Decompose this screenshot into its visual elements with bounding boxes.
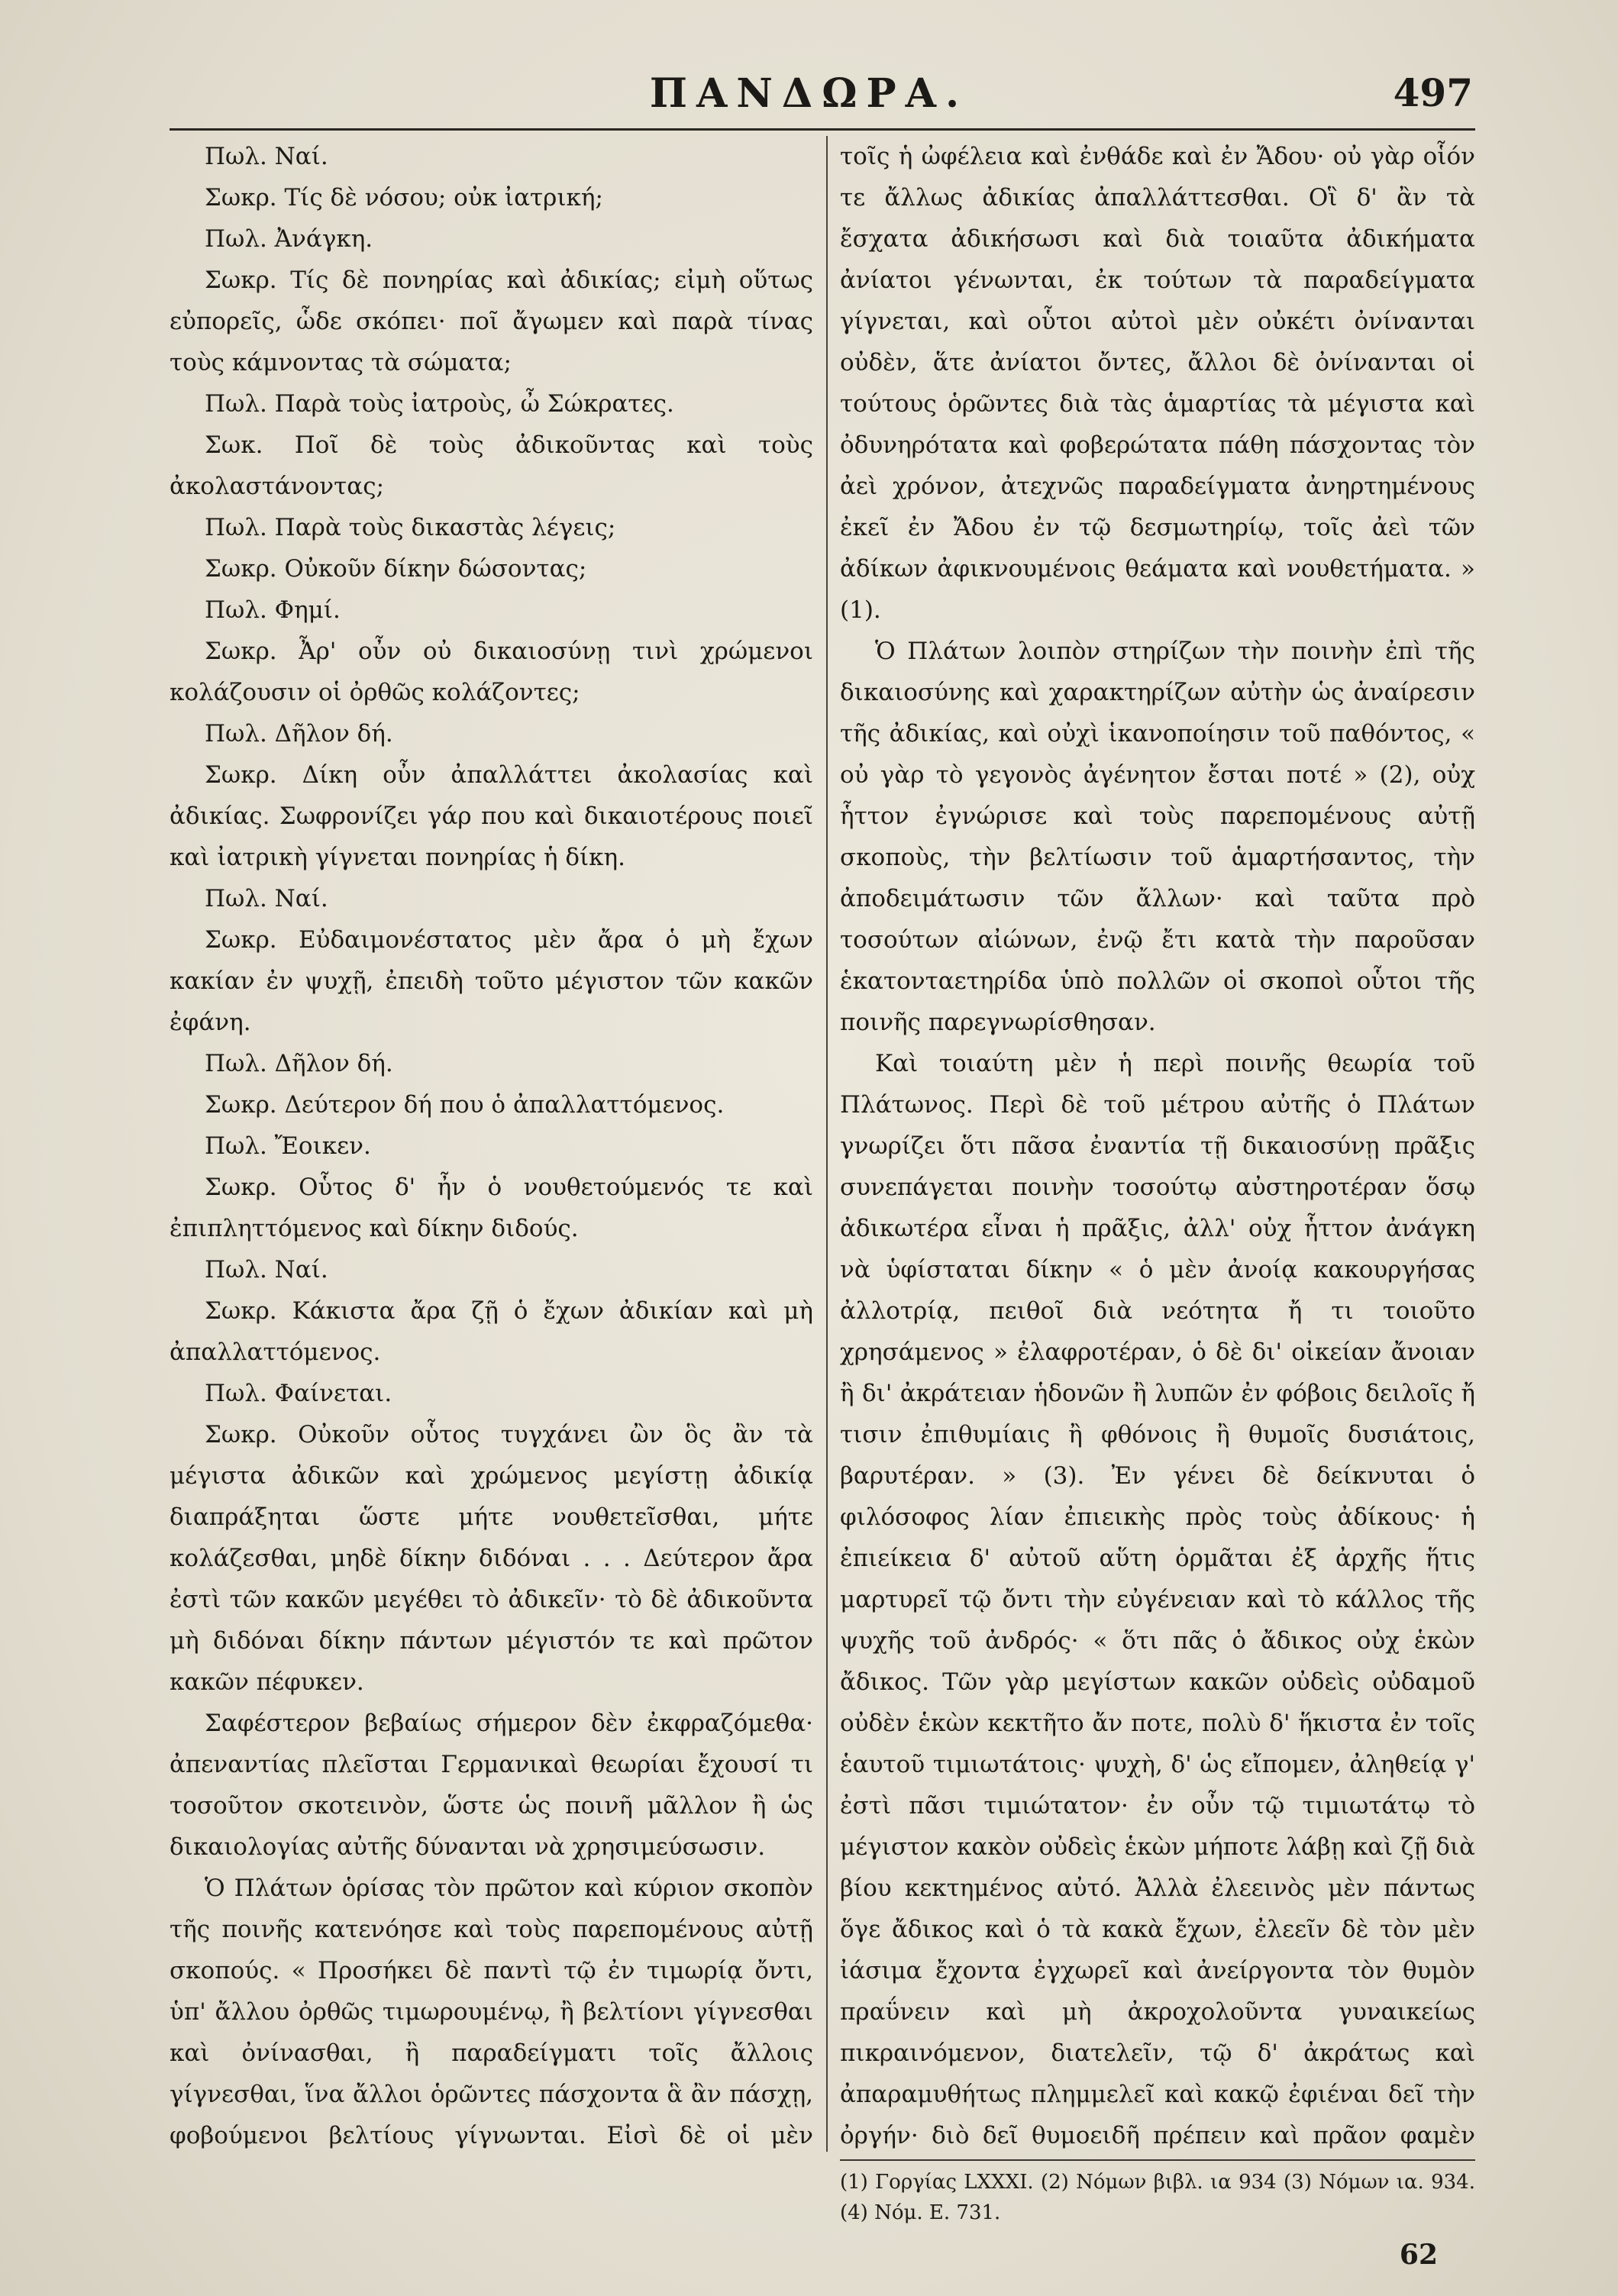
- paragraph: Καὶ τοιαύτη μὲν ἡ περὶ ποινῆς θεωρία τοῦ Πλάτωνος. Περὶ δὲ τοῦ μέτρου αὐτῆς ὁ Πλάτων γνωρίζει ὅτι πᾶσα ἐναντία τῇ δικαιοσύνῃ πρᾶξις συνεπάγεται ποινὴν τοσούτῳ αὐστηροτέραν ὅσῳ ἀδικωτέρα εἶναι ἡ πρᾶξις, ἀλλ' οὐχ ἧττον ἀνάγκη νὰ ὑφίσταται δίκην « ὁ μὲν ἀνοίᾳ κακουργήσας ἀλλοτρίᾳ, πειθοῖ διὰ νεότητα ἤ τι τοιοῦτο χρησάμενος » ἐλαφροτέραν, ὁ δὲ δι' οἰκείαν ἄνοιαν ἢ δι' ἀκράτειαν ἡδονῶν ἢ λυπῶν ἐν φόβοις δειλοῖς ἤ τισιν ἐπιθυμίαις ἢ φθόνοις ἢ θυμοῖς δυσιάτοις, βαρυτέραν. » (3). Ἐν γένει δὲ δείκνυται ὁ φιλόσοφος λίαν ἐπιεικὴς πρὸς τοὺς ἀδίκους· ἡ ἐπιείκεια δ' αὐτοῦ αὕτη ὁρμᾶται ἐξ ἀρχῆς ἥτις μαρτυρεῖ τῷ ὄντι τὴν εὐγένειαν καὶ τὸ κάλλος τῆς ψυχῆς τοῦ ἀνδρός· « ὅτι πᾶς ὁ ἄδικος οὐχ ἑκὼν ἄδικος. Τῶν γὰρ μεγίστων κακῶν οὐδεὶς οὐδαμοῦ οὐδὲν ἑκὼν κεκτῆτο ἄν ποτε, πολὺ δ' ἥκιστα ἐν τοῖς ἑαυτοῦ τιμιωτάτοις· ψυχὴ, δ' ὡς εἴπομεν, ἀληθείᾳ γ' ἐστὶ πᾶσι τιμιώτατον· ἐν οὖν τῷ τιμιωτάτῳ τὸ μέγιστον κακὸν οὐδεὶς ἑκὼν μήποτε λάβῃ καὶ ζῇ διὰ βίου κεκτημένος αὐτό. Ἀλλὰ ἐλεεινὸς μὲν πάντως ὅγε ἄδικος καὶ ὁ τὰ κακὰ ἔχων, ἐλεεῖν δὲ τὸν μὲν ἰάσιμα ἔχοντα ἐγχωρεῖ καὶ ἀνείργοντα τὸν θυμὸν πραΰνειν καὶ μὴ ἀκροχολοῦντα γυναικείως πικραινόμενον, διατελεῖν, τῷ δ' ἀκράτως καὶ ἀπαραμυθήτως πλημμελεῖ καὶ κακῷ ἐφιέναι δεῖ τὴν ὀργήν· διὸ δεῖ θυμοειδῆ πρέπειν καὶ πρᾶον φαμὲν: [840, 1050, 1475, 2149]
- paragraph: Πωλ. Ἔοικεν.: [205, 1132, 371, 1160]
- signature-mark: 62: [1399, 2239, 1438, 2271]
- paragraph: Σωκρ. Ἆρ' οὖν οὐ δικαιοσύνῃ τινὶ χρώμενοι κολάζουσιν οἱ ὀρθῶς κολάζοντες;: [170, 638, 813, 706]
- header-rule: [170, 128, 1475, 131]
- paragraph: Πωλ. Ναί.: [205, 885, 328, 912]
- paragraph: Πωλ. Ναί.: [205, 1256, 328, 1284]
- paragraph: Σωκ. Ποῖ δὲ τοὺς ἀδικοῦντας καὶ τοὺς ἀκολαστάνοντας;: [170, 431, 813, 500]
- running-title: ΠΑΝΔΩΡΑ.: [649, 70, 969, 117]
- paragraph: Πωλ. Παρὰ τοὺς ἰατροὺς, ὦ Σώκρατες.: [205, 390, 674, 418]
- paragraph: Πωλ. Ἀνάγκη.: [205, 225, 373, 253]
- paragraph: Ὁ Πλάτων λοιπὸν στηρίζων τὴν ποινὴν ἐπὶ τῆς δικαιοσύνης καὶ χαρακτηρίζων αὐτὴν ὡς ἀναίρεσιν τῆς ἀδικίας, καὶ οὐχὶ ἱκανοποίησιν τοῦ παθόντος, « οὐ γὰρ τὸ γεγονὸς ἀγένητον ἔσται ποτέ » (2), οὐχ ἧττον ἐγνώρισε καὶ τοὺς παρεπομένους αὐτῇ σκοποὺς, τὴν βελτίωσιν τοῦ ἁμαρτήσαντος, τὴν ἀποδειμάτωσιν τῶν ἄλλων· καὶ ταῦτα πρὸ τοσούτων αἰώνων, ἐνῷ ἔτι κατὰ τὴν παροῦσαν ἑκατονταετηρίδα ὑπὸ πολλῶν οἱ σκοποὶ οὗτοι τῆς ποινῆς παρεγνωρίσθησαν.: [840, 638, 1475, 1036]
- paragraph: Σωκρ. Τίς δὲ νόσου; οὐκ ἰατρική;: [205, 184, 603, 212]
- paragraph: Σωκρ. Τίς δὲ πονηρίας καὶ ἀδικίας; εἰμὴ οὕτως εὐπορεῖς, ὧδε σκόπει· ποῖ ἄγωμεν καὶ παρὰ τίνας τοὺς κάμνοντας τὰ σώματα;: [170, 266, 813, 376]
- paragraph: Σωκρ. Δίκη οὖν ἀπαλλάττει ἀκολασίας καὶ ἀδικίας. Σωφρονίζει γάρ που καὶ δικαιοτέρους ποιεῖ καὶ ἰατρικὴ γίγνεται πονηρίας ἡ δίκη.: [170, 761, 813, 871]
- paragraph: Πωλ. Φαίνεται.: [205, 1380, 392, 1407]
- column-divider: [826, 136, 828, 2152]
- paragraph: Σαφέστερον βεβαίως σήμερον δὲν ἐκφραζόμεθα· ἀπεναντίας πλεῖσται Γερμανικαὶ θεωρίαι ἔχουσί τι τοσοῦτον σκοτεινὸν, ὥστε ὡς ποινῆ μᾶλλον ἢ ὡς δικαιολογίας αὐτῆς δύνανται νὰ χρησιμεύσωσιν.: [170, 1710, 813, 1861]
- paragraph: Σωκρ. Εὐδαιμονέστατος μὲν ἄρα ὁ μὴ ἔχων κακίαν ἐν ψυχῇ, ἐπειδὴ τοῦτο μέγιστον τῶν κακῶν ἐφάνη.: [170, 926, 813, 1036]
- paragraph: Πωλ. Παρὰ τοὺς δικαστὰς λέγεις;: [205, 514, 616, 541]
- paragraph: Πωλ. Δῆλον δή.: [205, 720, 393, 748]
- footnotes: (1) Γοργίας LXXXI. (2) Νόμων βιβλ. ια 934 (3) Νόμων ια. 934. (4) Νόμ. Ε. 731.: [840, 2171, 1475, 2224]
- paragraph: τοῖς ἡ ὠφέλεια καὶ ἐνθάδε καὶ ἐν Ἄδου· οὐ γὰρ οἷόν τε ἄλλως ἀδικίας ἀπαλλάττεσθαι. Οἳ δ' ἂν τὰ ἔσχατα ἀδικήσωσι καὶ διὰ τοιαῦτα ἀδικήματα ἀνίατοι γένωνται, ἐκ τούτων τὰ παραδείγματα γίγνεται, καὶ οὗτοι αὐτοὶ μὲν οὐκέτι ὀνίνανται οὐδὲν, ἅτε ἀνίατοι ὄντες, ἄλλοι δὲ ὀνίνανται οἱ τούτους ὁρῶντες διὰ τὰς ἁμαρτίας τὰ μέγιστα καὶ ὀδυνηρότατα καὶ φοβερώτατα πάθη πάσχοντας τὸν ἀεὶ χρόνον, ἀτεχνῶς παραδείγματα ἀνηρτημένους ἐκεῖ ἐν Ἄδου ἐν τῷ δεσμωτηρίῳ, τοῖς ἀεὶ τῶν ἀδίκων ἀφικνουμένοις θεάματα καὶ νουθετήματα. » (1).: [840, 143, 1475, 624]
- paragraph: Σωκρ. Κάκιστα ἄρα ζῇ ὁ ἔχων ἀδικίαν καὶ μὴ ἀπαλλαττόμενος.: [170, 1297, 813, 1366]
- paragraph: Σωκρ. Οὐκοῦν οὗτος τυγχάνει ὢν ὃς ἂν τὰ μέγιστα ἀδικῶν καὶ χρώμενος μεγίστῃ ἀδικίᾳ διαπράξηται ὥστε μήτε νουθετεῖσθαι, μήτε κολάζεσθαι, μηδὲ δίκην διδόναι . . . Δεύτερον ἄρα ἐστὶ τῶν κακῶν μεγέθει τὸ ἀδικεῖν· τὸ δὲ ἀδικοῦντα μὴ διδόναι δίκην πάντων μέγιστόν τε καὶ πρῶτον κακῶν πέφυκεν.: [170, 1421, 813, 1696]
- footnote-rule: [840, 2159, 1475, 2161]
- paragraph: Πωλ. Ναί.: [205, 143, 328, 170]
- page-header: [0, 70, 1618, 125]
- paragraph: Πωλ. Δῆλον δή.: [205, 1050, 393, 1077]
- paragraph: Σωκρ. Οὗτος δ' ἦν ὁ νουθετούμενός τε καὶ ἐπιπληττόμενος καὶ δίκην διδούς.: [170, 1174, 813, 1242]
- page-number: 497: [1393, 70, 1473, 115]
- paragraph: Σωκρ. Δεύτερον δή που ὁ ἀπαλλαττόμενος.: [205, 1091, 725, 1119]
- paragraph: Σωκρ. Οὐκοῦν δίκην δώσοντας;: [205, 555, 587, 583]
- paragraph: Πωλ. Φημί.: [205, 596, 341, 624]
- left-column: [170, 136, 813, 2152]
- right-column: [840, 136, 1475, 2152]
- paragraph: Ὁ Πλάτων ὁρίσας τὸν πρῶτον καὶ κύριον σκοπὸν τῆς ποινῆς κατενόησε καὶ τοὺς παρεπομένους αὐτῇ σκοπούς. « Προσήκει δὲ παντὶ τῷ ἐν τιμωρίᾳ ὄντι, ὑπ' ἄλλου ὀρθῶς τιμωρουμένῳ, ἢ βελτίονι γίγνεσθαι καὶ ὀνίνασθαι, ἢ παραδείγματι τοῖς ἄλλοις γίγνεσθαι, ἵνα ἄλλοι ὁρῶντες πάσχοντα ἃ ἂν πάσχῃ, φοβούμενοι βελτίους γίγνωνται. Εἰσὶ δὲ οἱ μὲν: [170, 1875, 813, 2149]
